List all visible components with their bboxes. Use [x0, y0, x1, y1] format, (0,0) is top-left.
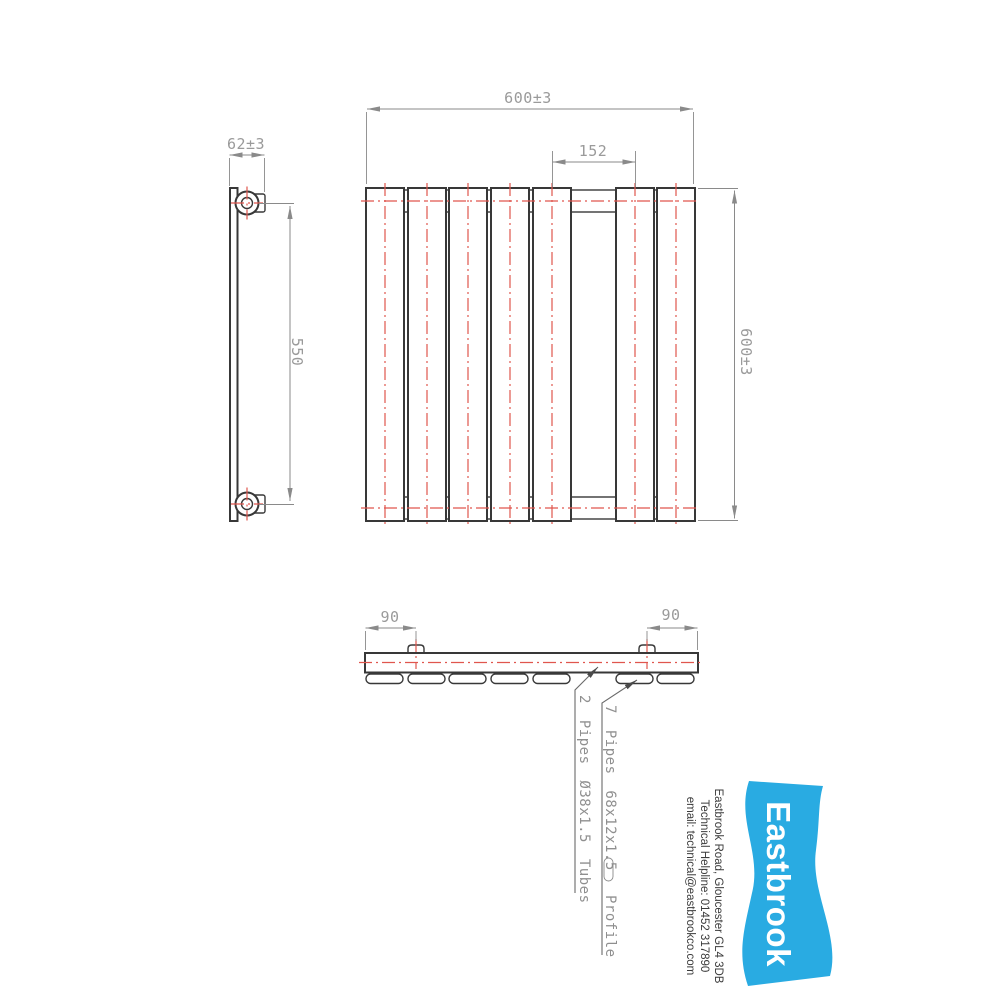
front-connection-dim-text: 152: [578, 142, 608, 160]
front-panels: [366, 188, 695, 521]
front-width-dim-text: 600±3: [504, 89, 552, 107]
side-bracket-spacing-dim-text: 550: [288, 337, 306, 367]
side-view: [227, 135, 306, 521]
profile-leader: [602, 680, 637, 958]
side-depth-dimension: [227, 135, 265, 192]
address-line-3: email: technical@eastbrookco.com: [684, 796, 696, 976]
side-panel: [230, 188, 238, 521]
eastbrook-branding: [684, 781, 832, 986]
front-height-dim-text: 600±3: [737, 328, 755, 376]
plan-right-tapping-dim-text: 90: [661, 606, 681, 624]
front-connection-dimension: [553, 142, 636, 187]
profile-leader-label-prefix: 7 Pipes 68x12x1.5: [602, 705, 618, 871]
tubes-leader-label: 2 Pipes Ø38x1.5 Tubes: [576, 695, 592, 904]
plan-left-tapping-dim-text: 90: [380, 608, 400, 626]
side-bracket-spacing-dimension: [259, 204, 306, 505]
side-depth-dim-text: 62±3: [226, 135, 266, 153]
logo-wordmark: Eastbrook: [760, 801, 797, 967]
profile-leader-label-suffix: Profile: [602, 895, 618, 958]
address-block: [684, 789, 724, 984]
eastbrook-logo: [742, 781, 832, 986]
plan-right-tapping-dimension: [647, 606, 698, 650]
address-line-1: Eastbrook Road, Gloucester GL4 3DB: [712, 788, 724, 984]
front-width-dimension: [367, 89, 694, 184]
tubes-leader: [575, 667, 598, 904]
front-view: [361, 89, 755, 526]
address-line-2: Technical Helpline: 01452 317890: [698, 799, 710, 973]
plan-view: [359, 606, 704, 958]
plan-panel-profiles: [366, 674, 694, 684]
plan-left-tapping-dimension: [366, 608, 417, 650]
front-height-dimension: [698, 189, 755, 521]
